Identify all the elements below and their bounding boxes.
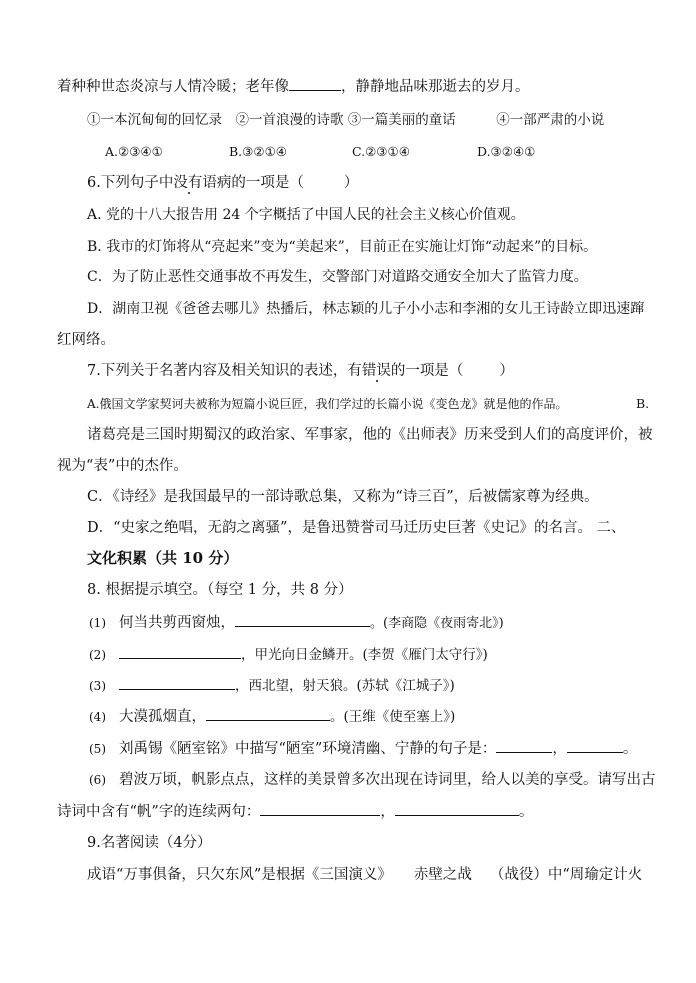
q8-item-num: (4) — [89, 710, 106, 724]
q8-item-6-line1 — [89, 770, 656, 790]
q8-item6-mid: ， — [380, 804, 395, 820]
q6-stem-a: 6.下列句子中 — [87, 175, 174, 191]
q7-option-c: C．《诗经》是我国最早的一部诗歌总集，又称为“诗三百”，后被儒家尊为经典。 — [87, 489, 599, 505]
q8-item6-line1: 碧波万顷，帆影点点，这样的美景曾多次出现在诗词里，给人以美的享受。请写出古 — [119, 772, 656, 788]
q8-item-num: (5) — [89, 742, 106, 756]
q7-option-b-line2: 视为“表”中的杰作。 — [57, 458, 188, 474]
q8-item-6-line2 — [57, 801, 533, 822]
q8-item-1 — [89, 612, 504, 634]
q5-choices — [105, 142, 535, 162]
q9-stem: 9.名著阅读（4分） — [87, 835, 212, 851]
q8-item-after: ，西北望，射天狼。(苏轼《江城子》) — [235, 678, 455, 694]
q8-blank-6a[interactable] — [260, 801, 380, 816]
q7-option-b-label: B. — [636, 396, 650, 411]
q9-line1-a: 成语“万事俱备，只欠东风”是根据《三国演义》 — [87, 867, 392, 883]
q8-stem: 8. 根据提示填空。（每空 1 分，共 8 分） — [87, 582, 353, 598]
q8-item-before: 大漠孤烟直， — [119, 709, 206, 725]
q8-item5-end: 。 — [622, 741, 638, 757]
q9-line1 — [87, 865, 642, 885]
q5-choice-a[interactable]: A.②③④① — [105, 144, 163, 159]
q8-blank-5b[interactable] — [567, 738, 623, 753]
q5-choice-b[interactable]: B.③②①④ — [229, 144, 287, 159]
q8-blank-6b[interactable] — [395, 801, 519, 816]
q6-option-d-line2: 红网络。 — [57, 332, 115, 348]
q6-option-c: C．为了防止恶性交通事故不再发生，交警部门对道路交通安全加大了监管力度。 — [87, 269, 588, 285]
section-title: 文化积累（共 10 分） — [87, 549, 239, 567]
q8-item-3 — [89, 675, 455, 696]
q8-item-num: (3) — [89, 679, 106, 693]
q5-choice-d[interactable]: D.③②④① — [477, 144, 536, 159]
q8-item-after: ，甲光向日金鳞开。(李贺《雁门太守行》) — [241, 647, 488, 663]
q8-item-num: (1) — [89, 616, 106, 630]
q7-stem — [87, 361, 514, 381]
q8-blank-4[interactable] — [206, 706, 330, 721]
q8-item-num: (2) — [89, 648, 106, 662]
q8-item-after: 。(李商隐《夜雨寄北》) — [370, 616, 504, 631]
q9-line1-c: （战役）中“周瑜定计火 — [489, 867, 643, 883]
q8-item6-end: 。 — [518, 804, 534, 820]
q8-blank-2[interactable] — [119, 644, 241, 659]
q6-stem-b: 语病的一项是（ — [202, 175, 304, 191]
q5-tail-after: ，静静地品味那逝去的岁月。 — [341, 79, 530, 95]
q5-choice-c[interactable]: C.②③①④ — [352, 144, 410, 159]
q8-item5-mid: ， — [552, 741, 567, 757]
q8-item-5 — [89, 738, 637, 759]
q8-item6-line2: 诗词中含有“帆”字的连续两句： — [57, 804, 261, 820]
q5-blank[interactable] — [289, 76, 341, 91]
q7-option-b-line1: 诸葛亮是三国时期蜀汉的政治家、军事家，他的《出师表》历来受到人们的高度评价，被 — [87, 427, 653, 443]
q8-blank-3[interactable] — [119, 675, 235, 690]
q5-options-line: ①一本沉甸甸的回忆录 ②一首浪漫的诗歌 ③一篇美丽的童话 ④一部严肃的小说 — [87, 112, 605, 128]
q6-stem-dotted: 没有 — [173, 175, 203, 191]
q8-blank-5a[interactable] — [496, 738, 552, 753]
q7-option-d: D．“史家之绝唱，无韵之离骚”，是鲁迅赞誉司马迁历史巨著《史记》的名言。 二、 — [87, 520, 626, 536]
q7-stem-a: 7.下列关于名著内容及相关知识的表述，有 — [87, 363, 362, 379]
q6-option-a: A. 党的十八大报告用 24 个字概括了中国人民的社会主义核心价值观。 — [87, 207, 525, 223]
q8-item-after: 。(王维《使至塞上》) — [330, 709, 456, 725]
q8-item-num: (6) — [89, 773, 106, 787]
q7-stem-c: ） — [499, 363, 514, 379]
q7-option-a: A.俄国文学家契诃夫被称为短篇小说巨匠，我们学过的长篇小说《变色龙》就是他的作品。 — [87, 397, 568, 411]
q8-item-before: 何当共剪西窗烛， — [119, 615, 235, 631]
q6-stem-c: ） — [343, 175, 359, 191]
q5-tail-before: 着种种世态炎凉与人情冷暖；老年像 — [57, 79, 289, 95]
q7-stem-dotted: 错误 — [361, 363, 391, 379]
q5-tail-line — [57, 76, 530, 97]
q6-option-d-line1: D．湖南卫视《爸爸去哪儿》热播后，林志颖的儿子小小志和李湘的女儿王诗龄立即迅速蹿 — [87, 301, 645, 317]
q8-item-2 — [89, 644, 488, 665]
q6-option-b: B. 我市的灯饰将从“亮起来”变为“美起来”，目前正在实施让灯饰“动起来”的目标。 — [87, 239, 598, 255]
q8-blank-1[interactable] — [235, 612, 370, 627]
q8-item-4 — [89, 706, 455, 727]
q6-stem — [87, 173, 358, 193]
q8-item5-text: 刘禹锡《陋室铭》中描写“陋室”环境清幽、宁静的句子是： — [119, 741, 497, 757]
q7-stem-b: 的一项是（ — [390, 363, 464, 379]
q9-answer-battle: 赤壁之战 — [413, 867, 472, 883]
